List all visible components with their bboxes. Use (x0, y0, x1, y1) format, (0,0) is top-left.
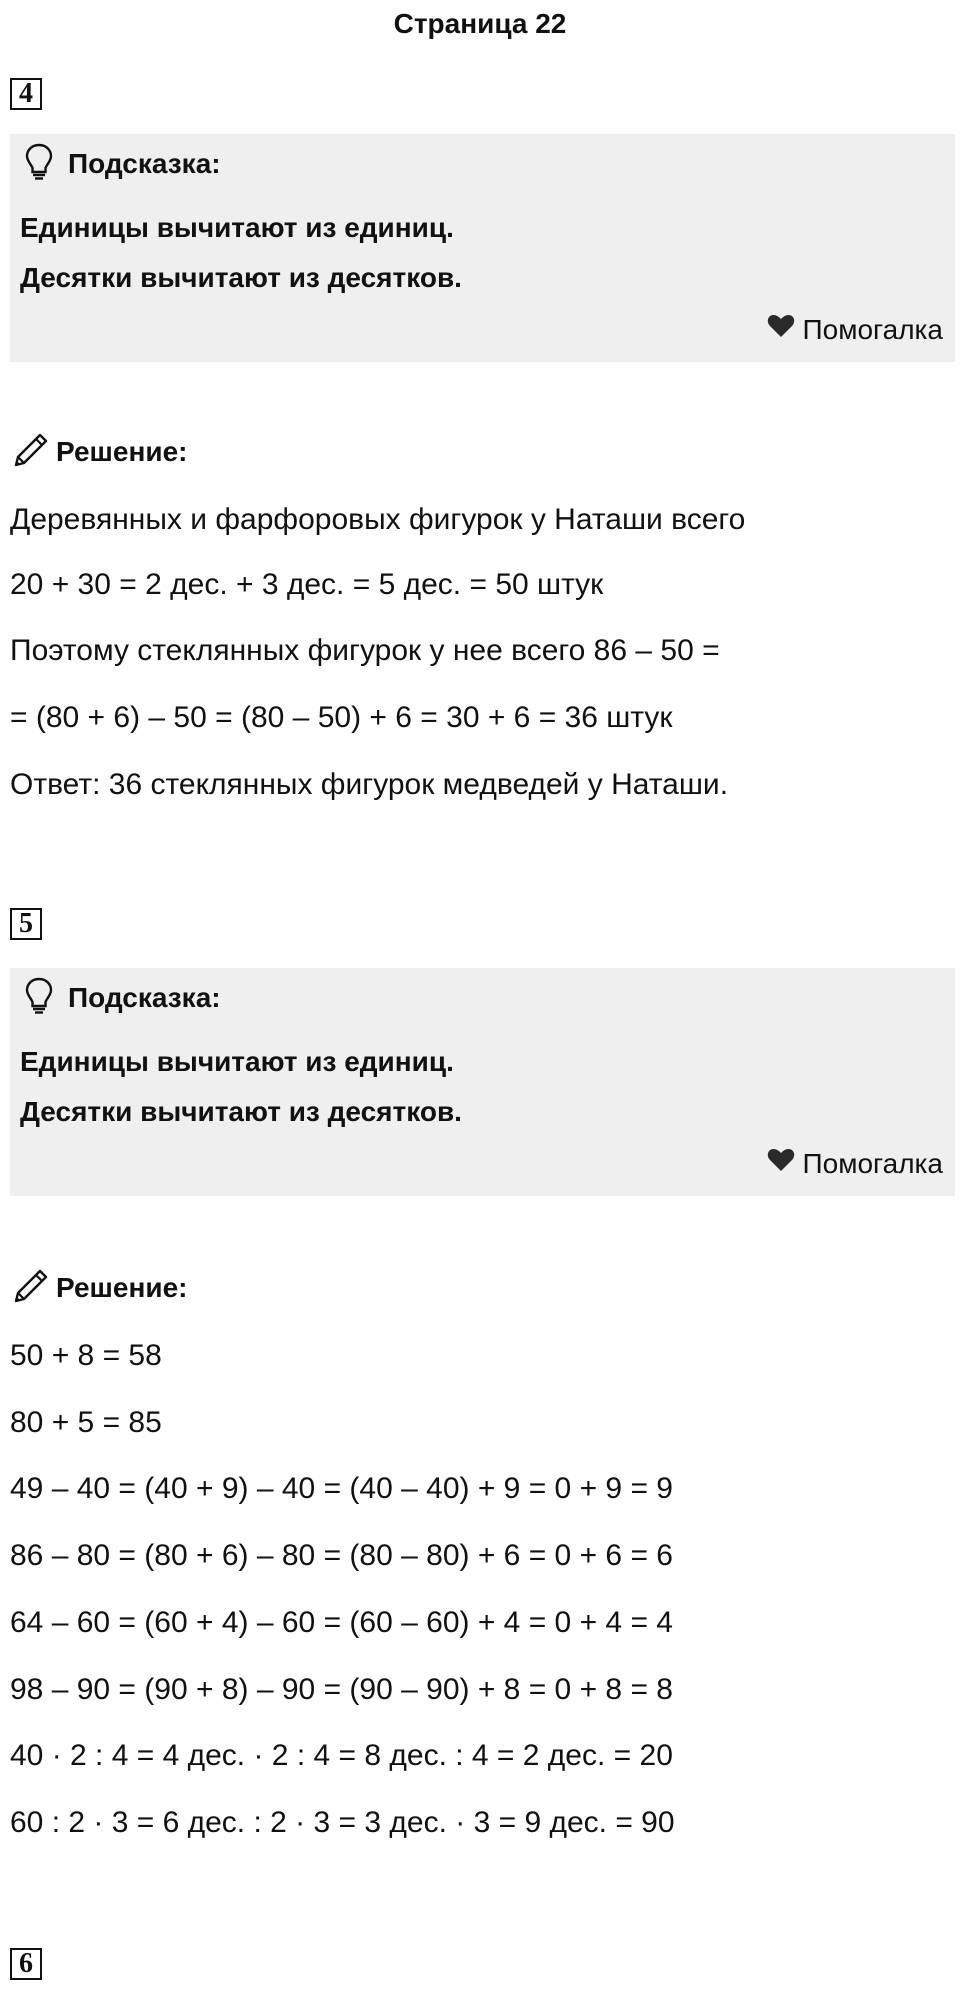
solution-line: 49 – 40 = (40 + 9) – 40 = (40 – 40) + 9 = 0 + 9 = 9 (10, 1472, 673, 1505)
solution-line: 60 : 2 · 3 = 6 дес. : 2 · 3 = 3 дес. · 3 = 9 дес. = 90 (10, 1806, 675, 1839)
hint-line: Десятки вычитают из десятков. (20, 262, 462, 293)
hint-header (24, 144, 221, 184)
solution-line: 80 + 5 = 85 (10, 1406, 162, 1439)
solution-header-task-5 (10, 1266, 187, 1310)
solution-line: 20 + 30 = 2 дес. + 3 дес. = 5 дес. = 50 штук (10, 568, 604, 601)
page-title: Страница 22 (393, 8, 567, 39)
credit-label (767, 1144, 943, 1184)
hint-line: Единицы вычитают из единиц. (20, 1046, 454, 1077)
solution-line: Ответ: 36 стеклянных фигурок медведей у Наташи. (10, 768, 729, 801)
credit-label (767, 310, 943, 350)
task-number-6: 6 (10, 1948, 42, 1980)
task-number-5: 5 (10, 908, 42, 940)
solution-line: 50 + 8 = 58 (10, 1339, 162, 1372)
lightbulb-icon (24, 143, 54, 186)
solution-title: Решение: (56, 1272, 188, 1303)
hint-title: Подсказка: (68, 982, 221, 1013)
pencil-icon (10, 429, 52, 476)
solution-header-task-4 (10, 430, 187, 474)
solution-line: 98 – 90 = (90 + 8) – 90 = (90 – 90) + 8 = 0 + 8 = 8 (10, 1673, 673, 1706)
hint-title: Подсказка: (68, 148, 221, 179)
task-number-4: 4 (10, 78, 42, 110)
solution-title: Решение: (56, 436, 188, 467)
heart-icon (767, 310, 803, 350)
hint-line: Десятки вычитают из десятков. (20, 1096, 462, 1127)
solution-line: = (80 + 6) – 50 = (80 – 50) + 6 = 30 + 6 = 36 штук (10, 701, 673, 734)
heart-icon (767, 1144, 803, 1184)
hint-header (24, 978, 221, 1018)
solution-line: Поэтому стеклянных фигурок у нее всего 86 – 50 = (10, 634, 720, 667)
hint-box-task-4 (10, 134, 955, 362)
solution-line: 64 – 60 = (60 + 4) – 60 = (60 – 60) + 4 = 0 + 4 = 4 (10, 1606, 673, 1639)
hint-line: Единицы вычитают из единиц. (20, 212, 454, 243)
solution-line: 40 · 2 : 4 = 4 дес. · 2 : 4 = 8 дес. : 4 = 2 дес. = 20 (10, 1739, 673, 1772)
hint-box-task-5 (10, 968, 955, 1196)
solution-line: Деревянных и фарфоровых фигурок у Наташи всего (10, 503, 746, 536)
pencil-icon (10, 1265, 52, 1312)
solution-line: 86 – 80 = (80 + 6) – 80 = (80 – 80) + 6 = 0 + 6 = 6 (10, 1539, 673, 1572)
credit-text: Помогалка (802, 314, 943, 345)
credit-text: Помогалка (802, 1148, 943, 1179)
lightbulb-icon (24, 977, 54, 1020)
